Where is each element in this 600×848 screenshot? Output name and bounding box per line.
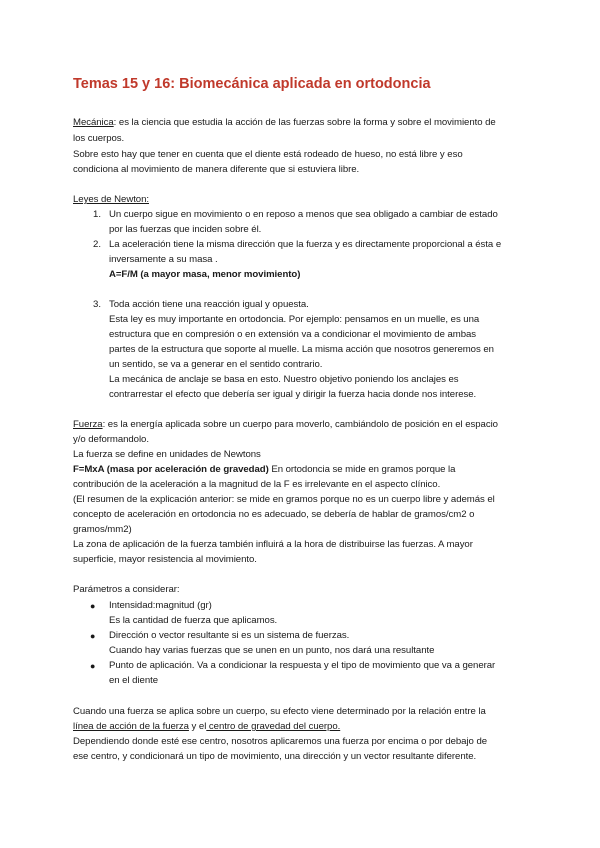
newton-heading: Leyes de Newton: — [73, 194, 149, 205]
final-line-3: Dependiendo donde esté ese centro, nosotros aplicaremos una fuerza por encima o por debajo de — [73, 736, 488, 747]
fuerza-line-9: La zona de aplicación de la fuerza también influirá a la hora de distribuirse las fuerzas. A mayor — [73, 539, 473, 550]
fuerza-line-1 — [73, 419, 498, 431]
mecanica-definition: : es la ciencia que estudia la acción de las fuerzas sobre la forma y sobre el movimiento de — [113, 117, 496, 128]
mecanica-line-1 — [73, 117, 496, 129]
law-2-number: 2. — [93, 239, 102, 250]
law-3-number: 3. — [93, 299, 102, 310]
param-2-line-2: Cuando hay varias fuerzas que se unen en un punto, nos dará una resultante — [109, 645, 435, 656]
bullet-icon: ● — [90, 631, 96, 641]
law-3-line-6: La mecánica de anclaje se basa en esto. Nuestro objetivo poniendo los anclajes es — [109, 374, 459, 385]
law-1-number: 1. — [93, 209, 102, 220]
fuerza-term: Fuerza — [73, 419, 103, 430]
centro-gravedad-term: centro de gravedad del cuerpo. — [206, 721, 341, 732]
final-line-4: ese centro, y condicionará un tipo de movimiento, una dirección y un vector resultante diferente. — [73, 751, 477, 762]
law-1-line-1: Un cuerpo sigue en movimiento o en reposo a menos que sea obligado a cambiar de estado — [109, 209, 498, 220]
bullet-icon: ● — [90, 661, 96, 671]
law-3-line-3: estructura que en compresión o en extensión va a condicionar el movimiento de ambas — [109, 329, 477, 340]
param-3-line-2: en el diente — [109, 675, 159, 686]
final-line-2 — [73, 721, 340, 733]
fuerza-line-3: La fuerza se define en unidades de Newtons — [73, 449, 261, 460]
law-3-line-2: Esta ley es muy importante en ortodoncia. Por ejemplo: pensamos en un muelle, es una — [109, 314, 480, 325]
parametros-heading: Parámetros a considerar: — [73, 584, 180, 595]
final-line-2-mid: y el — [188, 721, 207, 732]
law-3-line-1: Toda acción tiene una reacción igual y opuesta. — [109, 299, 309, 310]
linea-accion-term: línea de acción de la fuerza — [73, 721, 189, 732]
fuerza-line-8: gramos/mm2) — [73, 524, 132, 535]
param-1-line-1: Intensidad:magnitud (gr) — [109, 600, 212, 611]
law-2-line-2: inversamente a su masa . — [109, 254, 218, 265]
law-2-formula: A=F/M (a mayor masa, menor movimiento) — [109, 269, 301, 280]
fuerza-line-2: y/o deformandolo. — [73, 434, 149, 445]
fuerza-line-5: contribución de la aceleración a la magnitud de la F es irrelevante en el aspecto clínico. — [73, 479, 441, 490]
law-3-line-5: un sentido, se va a generar en el sentido contrario. — [109, 359, 323, 370]
fuerza-line-4-rest: En ortodoncia se mide en gramos porque la — [268, 464, 456, 475]
mecanica-line-3: Sobre esto hay que tener en cuenta que el diente está rodeado de hueso, no está libre y eso — [73, 149, 463, 160]
fuerza-line-4 — [73, 464, 455, 476]
law-2-line-1: La aceleración tiene la misma dirección que la fuerza y es directamente proporcional a ésta e — [109, 239, 502, 250]
param-3-line-1: Punto de aplicación. Va a condicionar la respuesta y el tipo de movimiento que va a generar — [109, 660, 496, 671]
fuerza-line-6: (El resumen de la explicación anterior: se mide en gramos porque no es un cuerpo libre y además el — [73, 494, 495, 505]
fuerza-line-10: superficie, mayor resistencia al movimiento. — [73, 554, 257, 565]
law-3-line-7: contrarrestar el efecto que debería ser igual y dirigir la fuerza hacia donde nos interese. — [109, 389, 477, 400]
mecanica-term: Mecánica — [73, 117, 114, 128]
fuerza-definition: : es la energía aplicada sobre un cuerpo para moverlo, cambiándolo de posición en el espacio — [102, 419, 498, 430]
param-2-line-1: Dirección o vector resultante si es un sistema de fuerzas. — [109, 630, 350, 641]
law-3-line-4: partes de la estructura que soporte al muelle. La misma acción que nosotros generemos en — [109, 344, 494, 355]
fuerza-line-7: concepto de aceleración en ortodoncia no es adecuado, se debería de hablar de gramos/cm2 o — [73, 509, 475, 520]
bullet-icon: ● — [90, 601, 96, 611]
fuerza-formula: F=MxA (masa por aceleración de gravedad) — [73, 464, 269, 475]
mecanica-line-4: condiciona al movimiento de manera diferente que si estuviera libre. — [73, 164, 360, 175]
param-1-line-2: Es la cantidad de fuerza que aplicamos. — [109, 615, 278, 626]
final-line-1: Cuando una fuerza se aplica sobre un cuerpo, su efecto viene determinado por la relación entre la — [73, 706, 486, 717]
page-title: Temas 15 y 16: Biomecánica aplicada en ortodoncia — [73, 76, 431, 92]
mecanica-line-2: los cuerpos. — [73, 133, 125, 144]
law-1-line-2: por las fuerzas que inciden sobre él. — [109, 224, 262, 235]
